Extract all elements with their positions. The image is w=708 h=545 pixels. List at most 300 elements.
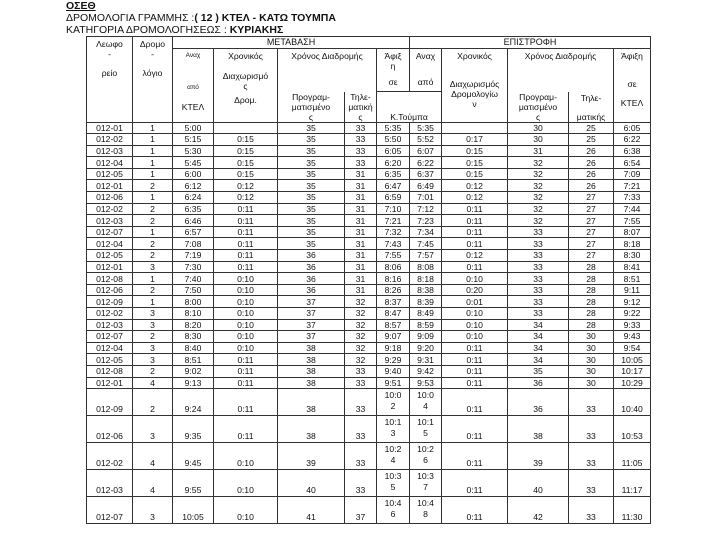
table-row: [87, 192, 651, 204]
table-cell: 2: [133, 238, 173, 250]
table-cell: 28: [569, 308, 614, 320]
table-cell: 012-07: [87, 226, 133, 238]
table-cell: 10:4 6: [377, 497, 410, 524]
table-cell: 8:30: [173, 331, 214, 343]
table-cell: 40: [278, 470, 345, 497]
table-row: [87, 180, 651, 192]
table-cell: 34: [508, 342, 569, 354]
table-cell: 31: [345, 226, 377, 238]
table-cell: 33: [508, 296, 569, 308]
table-cell: 9:22: [614, 308, 651, 320]
table-row: [87, 261, 651, 273]
table-cell: 6:35: [377, 168, 410, 180]
table-cell: 012-04: [87, 157, 133, 169]
organization-title: ΟΣΕΘ: [66, 0, 96, 12]
table-cell: 012-01: [87, 377, 133, 389]
table-cell: 33: [569, 470, 614, 497]
table-cell: 11:17: [614, 470, 651, 497]
table-cell: 9:55: [173, 470, 214, 497]
table-cell: 0:15: [442, 168, 508, 180]
table-row: [87, 308, 651, 320]
table-cell: 5:50: [377, 134, 410, 146]
table-cell: 3: [133, 308, 173, 320]
header-departure-toumpa: Αναχ από: [410, 49, 442, 92]
table-cell: 30: [508, 134, 569, 146]
table-cell: 9:18: [377, 342, 410, 354]
table-cell: 012-09: [87, 389, 133, 416]
table-cell: 012-05: [87, 250, 133, 262]
table-cell: 33: [508, 308, 569, 320]
table-row: [87, 319, 651, 331]
table-cell: 38: [278, 416, 345, 443]
header-route: Δρομο - λόγιο: [133, 37, 173, 123]
table-cell: 32: [345, 319, 377, 331]
table-cell: 32: [345, 296, 377, 308]
table-cell: 10:2 4: [377, 443, 410, 470]
table-cell: 012-05: [87, 354, 133, 366]
table-cell: 0:10: [442, 331, 508, 343]
table-cell: 31: [345, 250, 377, 262]
table-cell: 012-06: [87, 192, 133, 204]
table-cell: 012-02: [87, 308, 133, 320]
table-cell: 7:40: [173, 273, 214, 285]
table-cell: 10:05: [614, 354, 651, 366]
table-cell: 33: [345, 134, 377, 146]
table-cell: 012-02: [87, 134, 133, 146]
table-cell: 2: [133, 203, 173, 215]
table-cell: 0:10: [214, 308, 278, 320]
table-row: [87, 365, 651, 377]
table-cell: 4: [133, 443, 173, 470]
table-cell: 2: [133, 389, 173, 416]
table-cell: 33: [508, 273, 569, 285]
table-cell: 41: [278, 497, 345, 524]
section-outbound: ΜΕΤΑΒΑΣΗ: [173, 37, 410, 49]
table-cell: 33: [345, 365, 377, 377]
line-label: ΔΡΟΜΟΛΟΓΙΑ ΓΡΑΜΜΗΣ :: [66, 12, 195, 24]
table-row: [87, 377, 651, 389]
table-cell: 012-03: [87, 215, 133, 227]
table-cell: 012-01: [87, 180, 133, 192]
table-cell: 35: [278, 134, 345, 146]
table-cell: 9:31: [410, 354, 442, 366]
table-cell: 8:10: [173, 308, 214, 320]
table-cell: 10:0 2: [377, 389, 410, 416]
table-row: [87, 157, 651, 169]
table-cell: 7:12: [410, 203, 442, 215]
table-cell: 012-03: [87, 319, 133, 331]
table-cell: 25: [569, 122, 614, 134]
table-row: [87, 134, 651, 146]
table-cell: 0:11: [214, 389, 278, 416]
table-cell: 35: [278, 238, 345, 250]
table-cell: 36: [278, 250, 345, 262]
table-cell: 37: [278, 296, 345, 308]
table-cell: 8:49: [410, 308, 442, 320]
table-cell: 8:59: [410, 319, 442, 331]
table-cell: 012-07: [87, 497, 133, 524]
table-cell: 32: [508, 203, 569, 215]
table-cell: 6:24: [173, 192, 214, 204]
table-cell: 0:11: [442, 365, 508, 377]
table-cell: 6:38: [614, 145, 651, 157]
table-row: [87, 416, 651, 443]
table-cell: 35: [278, 122, 345, 134]
table-cell: 0:15: [214, 157, 278, 169]
schedule-table: [86, 36, 651, 524]
table-cell: 34: [508, 354, 569, 366]
table-cell: 31: [345, 180, 377, 192]
table-cell: 0:11: [214, 261, 278, 273]
table-cell: 38: [278, 354, 345, 366]
table-cell: 0:10: [442, 319, 508, 331]
header-arrival-ktel: Άφιξη σε ΚΤΕΛ: [614, 49, 651, 123]
table-cell: 8:57: [377, 319, 410, 331]
table-cell: 0:15: [214, 145, 278, 157]
table-cell: 9:07: [377, 331, 410, 343]
table-row: [87, 389, 651, 416]
table-cell: 012-01: [87, 122, 133, 134]
header-trip-gap: Χρονικός Διαχωρισμό ς Δρομ.: [214, 49, 278, 123]
table-cell: 36: [278, 261, 345, 273]
section-return: ΕΠΙΣΤΡΟΦΗ: [410, 37, 651, 49]
table-header: [87, 37, 651, 123]
table-cell: 0:10: [214, 497, 278, 524]
table-cell: 32: [345, 308, 377, 320]
table-cell: 5:00: [173, 122, 214, 134]
table-cell: 0:11: [442, 443, 508, 470]
table-cell: 0:15: [214, 168, 278, 180]
table-cell: 8:39: [410, 296, 442, 308]
header-scheduled: Προγραμ- ματισμένο ς: [278, 92, 345, 123]
table-row: [87, 250, 651, 262]
table-cell: 5:35: [410, 122, 442, 134]
table-cell: 32: [508, 157, 569, 169]
table-cell: 8:20: [173, 319, 214, 331]
table-cell: 28: [569, 261, 614, 273]
table-cell: 0:17: [442, 134, 508, 146]
table-cell: 1: [133, 226, 173, 238]
table-cell: 9:29: [377, 354, 410, 366]
table-cell: 33: [345, 470, 377, 497]
table-cell: 6:22: [410, 157, 442, 169]
table-cell: 10:53: [614, 416, 651, 443]
table-cell: 7:23: [410, 215, 442, 227]
table-cell: 10:05: [173, 497, 214, 524]
table-cell: [214, 122, 278, 134]
table-cell: 6:05: [377, 145, 410, 157]
table-cell: 31: [345, 261, 377, 273]
table-cell: 1: [133, 157, 173, 169]
table-cell: 0:10: [214, 470, 278, 497]
table-cell: 0:12: [214, 192, 278, 204]
table-cell: 0:11: [442, 226, 508, 238]
table-cell: 35: [278, 168, 345, 180]
header-telematic: Τηλε- ματική ς: [345, 92, 377, 123]
table-cell: 0:11: [442, 497, 508, 524]
table-cell: 8:08: [410, 261, 442, 273]
table-cell: 10:17: [614, 365, 651, 377]
table-cell: 10:0 4: [410, 389, 442, 416]
table-cell: 27: [569, 226, 614, 238]
table-cell: 0:12: [442, 250, 508, 262]
table-cell: 6:35: [173, 203, 214, 215]
table-cell: 0:11: [442, 215, 508, 227]
header-return-scheduled: Προγραμ- ματισμένο ς: [508, 92, 569, 123]
table-cell: 5:15: [173, 134, 214, 146]
table-cell: 0:11: [214, 365, 278, 377]
table-cell: 40: [508, 470, 569, 497]
table-cell: 28: [569, 284, 614, 296]
table-cell: 6:54: [614, 157, 651, 169]
table-cell: 33: [569, 497, 614, 524]
table-cell: 25: [569, 134, 614, 146]
table-cell: 0:10: [442, 273, 508, 285]
table-cell: 35: [278, 226, 345, 238]
table-cell: 9:45: [173, 443, 214, 470]
table-cell: 9:13: [173, 377, 214, 389]
table-cell: 7:34: [410, 226, 442, 238]
table-cell: 012-06: [87, 284, 133, 296]
table-cell: 39: [278, 443, 345, 470]
table-cell: 10:3 5: [377, 470, 410, 497]
table-cell: 0:10: [214, 273, 278, 285]
table-row: [87, 470, 651, 497]
table-cell: 8:47: [377, 308, 410, 320]
header-return-gap: Χρονικός Διαχωρισμός Δρομολογίω ν: [442, 49, 508, 123]
table-cell: 0:15: [214, 134, 278, 146]
table-cell: 33: [345, 157, 377, 169]
table-cell: 8:26: [377, 284, 410, 296]
table-cell: 10:2 6: [410, 443, 442, 470]
table-cell: 9:33: [614, 319, 651, 331]
table-cell: 10:40: [614, 389, 651, 416]
table-cell: 33: [508, 238, 569, 250]
table-cell: 31: [345, 168, 377, 180]
table-cell: 33: [345, 416, 377, 443]
table-cell: 012-04: [87, 342, 133, 354]
table-row: [87, 354, 651, 366]
table-cell: 11:05: [614, 443, 651, 470]
table-cell: 0:10: [214, 331, 278, 343]
table-cell: 0:11: [214, 215, 278, 227]
table-row: [87, 226, 651, 238]
table-cell: 0:20: [442, 284, 508, 296]
category-value: ΚΥΡΙΑΚΗΣ: [229, 24, 284, 36]
table-cell: 7:44: [614, 203, 651, 215]
table-cell: 35: [278, 215, 345, 227]
table-cell: 5:45: [173, 157, 214, 169]
table-cell: 7:01: [410, 192, 442, 204]
table-cell: 33: [508, 261, 569, 273]
table-cell: 3: [133, 497, 173, 524]
table-cell: 33: [345, 443, 377, 470]
table-cell: 9:09: [410, 331, 442, 343]
table-cell: 0:11: [442, 470, 508, 497]
table-cell: 33: [508, 284, 569, 296]
table-cell: 2: [133, 284, 173, 296]
table-cell: 30: [508, 122, 569, 134]
table-cell: 27: [569, 238, 614, 250]
table-row: [87, 497, 651, 524]
table-cell: 6:47: [377, 180, 410, 192]
header-return-trip-time: Χρόνος Διαδρομής: [508, 49, 614, 92]
table-cell: 0:10: [214, 443, 278, 470]
table-cell: 012-03: [87, 145, 133, 157]
table-cell: 9:53: [410, 377, 442, 389]
table-cell: 38: [278, 377, 345, 389]
table-cell: 5:52: [410, 134, 442, 146]
table-cell: 26: [569, 145, 614, 157]
header-toumpa: Κ.Τούμπα: [377, 92, 442, 123]
table-cell: 26: [569, 157, 614, 169]
table-cell: 37: [278, 319, 345, 331]
table-cell: 37: [278, 331, 345, 343]
table-cell: 7:32: [377, 226, 410, 238]
table-cell: 0:10: [214, 296, 278, 308]
table-cell: 3: [133, 261, 173, 273]
table-cell: 8:51: [614, 273, 651, 285]
header-arrival-toumpa: Άφιξ η σε: [377, 49, 410, 92]
table-cell: 1: [133, 122, 173, 134]
table-cell: 6:20: [377, 157, 410, 169]
table-cell: 31: [508, 145, 569, 157]
line-title: [66, 12, 336, 24]
table-cell: 8:37: [377, 296, 410, 308]
table-cell: 6:05: [614, 122, 651, 134]
table-cell: 7:21: [614, 180, 651, 192]
table-cell: 35: [278, 180, 345, 192]
table-cell: 10:4 8: [410, 497, 442, 524]
table-cell: 33: [345, 122, 377, 134]
table-cell: 33: [569, 416, 614, 443]
table-cell: 9:40: [377, 365, 410, 377]
table-cell: 012-05: [87, 168, 133, 180]
table-cell: 3: [133, 342, 173, 354]
table-row: [87, 145, 651, 157]
table-cell: 7:57: [410, 250, 442, 262]
table-cell: 42: [508, 497, 569, 524]
table-cell: 32: [345, 331, 377, 343]
table-cell: 7:33: [614, 192, 651, 204]
table-row: [87, 342, 651, 354]
table-cell: 34: [508, 319, 569, 331]
table-cell: 012-01: [87, 261, 133, 273]
table-cell: 3: [133, 354, 173, 366]
category-label: ΚΑΤΗΓΟΡΙΑ ΔΡΟΜΟΛΟΓΗΣΕΩΣ :: [66, 24, 227, 36]
table-cell: 9:54: [614, 342, 651, 354]
table-cell: 0:10: [214, 319, 278, 331]
table-cell: 8:18: [614, 238, 651, 250]
table-cell: 35: [278, 203, 345, 215]
table-cell: 8:38: [410, 284, 442, 296]
table-cell: 27: [569, 203, 614, 215]
table-row: [87, 296, 651, 308]
table-cell: 31: [345, 215, 377, 227]
table-cell: 31: [345, 273, 377, 285]
table-cell: 6:07: [410, 145, 442, 157]
table-cell: 0:11: [214, 377, 278, 389]
header-trip-time: Χρόνος Διαδρομής: [278, 49, 377, 92]
table-row: [87, 273, 651, 285]
table-cell: 2: [133, 250, 173, 262]
table-row: [87, 203, 651, 215]
table-cell: 0:15: [442, 145, 508, 157]
document-header: [66, 0, 336, 36]
table-cell: 7:19: [173, 250, 214, 262]
table-cell: 34: [508, 331, 569, 343]
table-cell: 36: [278, 273, 345, 285]
table-cell: 35: [508, 365, 569, 377]
table-cell: 26: [569, 180, 614, 192]
table-cell: 8:41: [614, 261, 651, 273]
table-cell: 5:30: [173, 145, 214, 157]
table-cell: 32: [508, 192, 569, 204]
table-cell: 0:11: [442, 238, 508, 250]
header-departure-ktel: Αναχ από ΚΤΕΛ: [173, 49, 214, 123]
table-cell: 27: [569, 215, 614, 227]
table-cell: 7:30: [173, 261, 214, 273]
table-cell: 9:35: [173, 416, 214, 443]
table-cell: 0:12: [442, 192, 508, 204]
table-cell: 10:3 7: [410, 470, 442, 497]
table-cell: 1: [133, 145, 173, 157]
table-cell: 8:07: [614, 226, 651, 238]
table-cell: 012-08: [87, 273, 133, 285]
table-cell: 35: [278, 145, 345, 157]
table-cell: 11:30: [614, 497, 651, 524]
table-cell: 27: [569, 192, 614, 204]
table-cell: 6:12: [173, 180, 214, 192]
table-cell: 1: [133, 296, 173, 308]
table-cell: 7:21: [377, 215, 410, 227]
table-cell: 35: [278, 192, 345, 204]
table-cell: 1: [133, 134, 173, 146]
table-cell: 27: [569, 250, 614, 262]
table-cell: 32: [508, 215, 569, 227]
table-row: [87, 168, 651, 180]
table-cell: 1: [133, 168, 173, 180]
table-cell: 33: [508, 226, 569, 238]
table-cell: 012-03: [87, 470, 133, 497]
table-cell: [442, 122, 508, 134]
table-cell: 37: [278, 308, 345, 320]
table-cell: 0:11: [214, 203, 278, 215]
table-cell: 30: [569, 331, 614, 343]
table-cell: 36: [508, 377, 569, 389]
table-cell: 28: [569, 319, 614, 331]
table-cell: 33: [569, 389, 614, 416]
table-cell: 6:00: [173, 168, 214, 180]
table-cell: 9:51: [377, 377, 410, 389]
table-cell: 0:11: [214, 250, 278, 262]
table-cell: 9:43: [614, 331, 651, 343]
table-cell: 0:12: [214, 180, 278, 192]
table-cell: 7:08: [173, 238, 214, 250]
table-cell: 32: [508, 168, 569, 180]
table-row: [87, 122, 651, 134]
table-cell: 9:11: [614, 284, 651, 296]
line-value: ( 12 ) ΚΤΕΛ - ΚΑΤΩ ΤΟΥΜΠΑ: [194, 12, 336, 24]
table-cell: 7:43: [377, 238, 410, 250]
table-cell: 012-02: [87, 203, 133, 215]
table-cell: 0:15: [442, 157, 508, 169]
table-cell: 0:11: [214, 238, 278, 250]
table-cell: 0:11: [442, 203, 508, 215]
table-cell: 10:1 3: [377, 416, 410, 443]
table-cell: 1: [133, 192, 173, 204]
table-cell: 28: [569, 296, 614, 308]
